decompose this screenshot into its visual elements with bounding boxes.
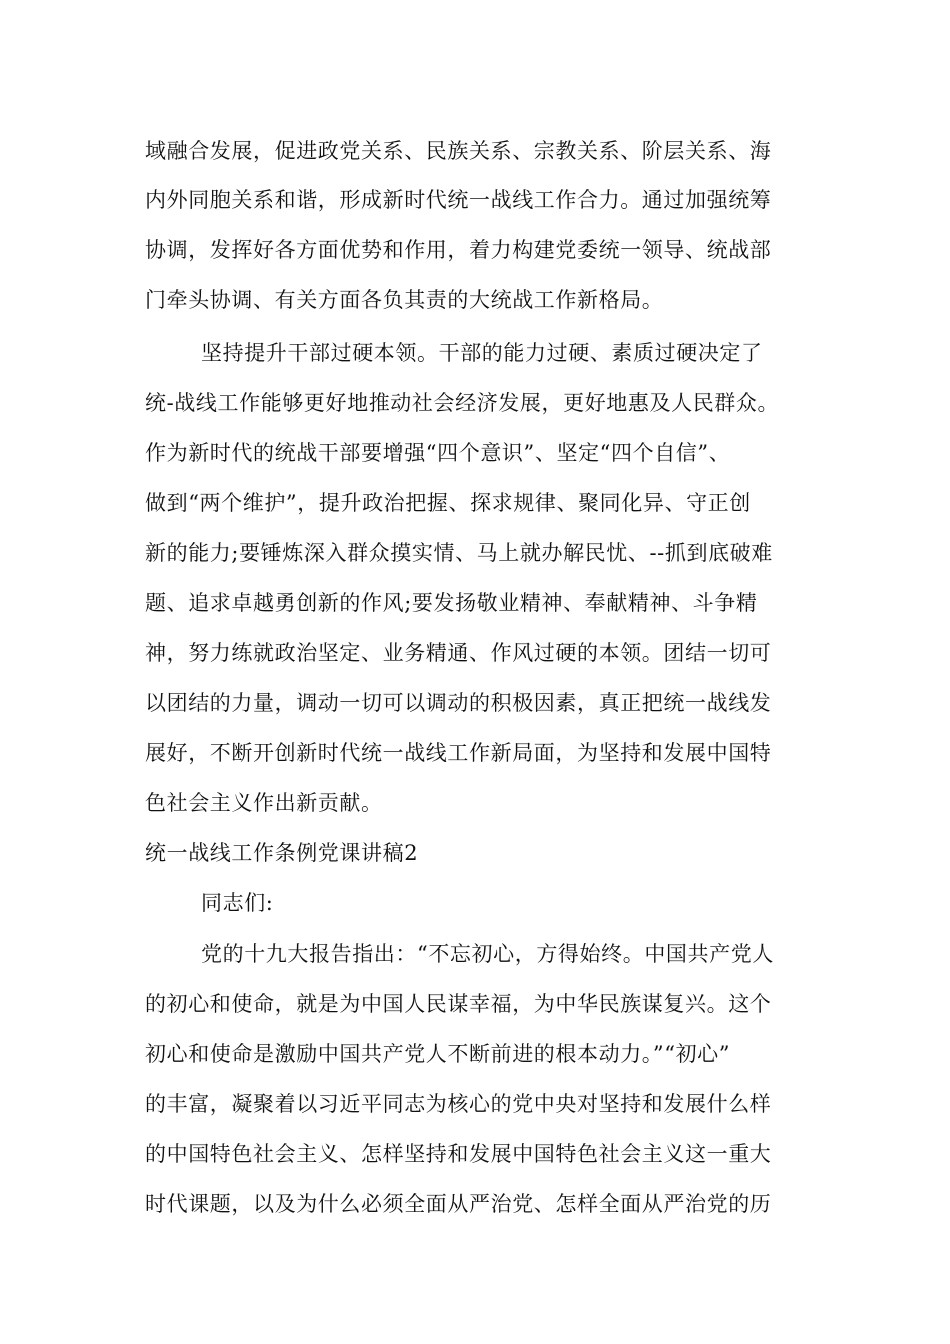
paragraph-line: 门牵头协调、有关方面各负其责的大统战工作新格局。: [145, 288, 664, 312]
salutation-line: 同志们:: [201, 891, 274, 915]
paragraph-line: 题、追求卓越勇创新的作风;要发扬敬业精神、奉献精神、斗争精: [145, 591, 758, 615]
paragraph-line: 的丰富，凝聚着以习近平同志为核心的党中央对坚持和发展什么样: [145, 1092, 772, 1116]
paragraph-line: 做到“两个维护”，提升政治把握、探求规律、聚同化异、守正创: [145, 491, 751, 515]
paragraph-line: 域融合发展，促进政党关系、民族关系、宗教关系、阶层关系、海: [145, 139, 772, 163]
paragraph-line: 展好，不断开创新时代统一战线工作新局面，为坚持和发展中国特: [145, 741, 772, 765]
paragraph-line: 坚持提升干部过硬本领。干部的能力过硬、素质过硬决定了: [201, 341, 763, 365]
paragraph-line: 内外同胞关系和谐，形成新时代统一战线工作合力。通过加强统筹: [145, 188, 772, 212]
paragraph-line: 党的十九大报告指出：“不忘初心，方得始终。中国共产党人: [201, 942, 774, 966]
paragraph-line: 的初心和使命，就是为中国人民谋幸福，为中华民族谋复兴。这个: [145, 992, 772, 1016]
paragraph-line: 神，努力练就政治坚定、业务精通、作风过硬的本领。团结一切可: [145, 641, 772, 665]
paragraph-line: 初心和使命是激励中国共产党人不断前进的根本动力。”“初心”: [145, 1042, 731, 1066]
paragraph-line: 作为新时代的统战干部要增强“四个意识”、坚定“四个自信”、: [145, 441, 731, 465]
paragraph-line: 统-战线工作能够更好地推动社会经济发展，更好地惠及人民群众。: [145, 391, 780, 415]
paragraph-line: 协调，发挥好各方面优势和作用，着力构建党委统一领导、统战部: [145, 238, 772, 262]
paragraph-line: 以团结的力量，调动一切可以调动的积极因素，真正把统一战线发: [145, 691, 772, 715]
paragraph-line: 色社会主义作出新贡献。: [145, 791, 383, 815]
paragraph-line: 时代课题，以及为什么必须全面从严治党、怎样全面从严治党的历: [145, 1192, 772, 1216]
paragraph-line: 新的能力;要锤炼深入群众摸实情、马上就办解民忧、--抓到底破难: [145, 541, 773, 565]
section-heading: 统一战线工作条例党课讲稿2: [145, 841, 419, 865]
paragraph-line: 的中国特色社会主义、怎样坚持和发展中国特色社会主义这一重大: [145, 1142, 772, 1166]
